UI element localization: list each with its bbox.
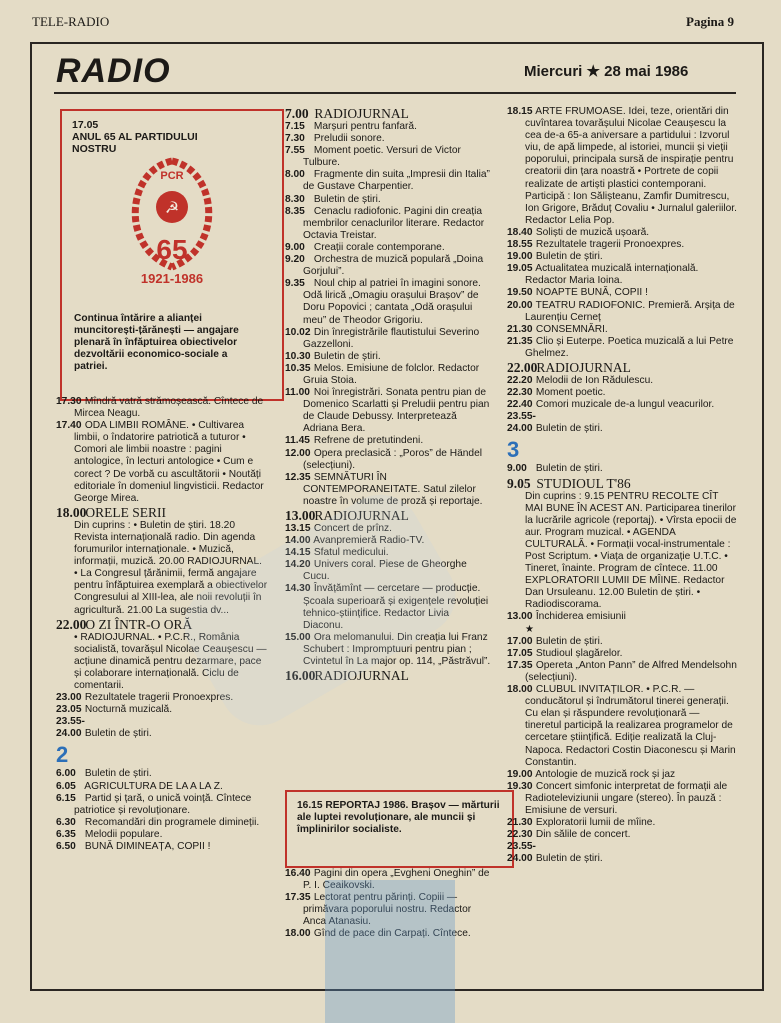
program-text: CONSEMNĂRI. [535, 323, 608, 335]
program-item [507, 375, 737, 387]
program-item [507, 324, 737, 336]
program-time: 17.00 [507, 635, 533, 647]
program-item [285, 351, 491, 363]
program-item [285, 106, 491, 121]
program-text: AGRICULTURA DE LA A LA Z. [84, 780, 223, 792]
program-item [507, 648, 737, 660]
program-time: 19.05 [507, 263, 533, 275]
program-time: 6.50 [56, 841, 76, 852]
program-item [507, 829, 737, 841]
program-text: Antologie de muzică rock și jaz [535, 768, 676, 780]
program-time: 10.30 [285, 350, 311, 362]
program-time: 22.00 [507, 359, 538, 375]
program-text: Concert de prînz. [313, 523, 392, 534]
program-text: Clio și Euterpe. Poetica muzicală a lui Petre Ghelmez. [525, 335, 734, 359]
program-text: Mîndră vatră strămoșească. Cîntece de Mircea Neagu. [74, 396, 264, 420]
program-time: 7.30 [285, 133, 305, 145]
program-time: 23.05 [56, 704, 82, 716]
program-text: ARTE FRUMOASE. Idei, teze, orientări din cuvîntarea tovarășului Nicolae Ceaușescu la cea de-a 65-a aniversare a partidului : Izvorul viu, de apă limpede, al istoriei, muncii și vieții poporului, principala sursă de inspirație pentru creatorii din țara noastră • Portrete de copii realizate de artiști plastici contemporani. Participă : Ion Sălișteanu, Zamfir Dumitrescu, Ion Grigore, Brăduț Covaliu • Jurnalul galeriilor. Redactor Lelia Pop. [525, 106, 737, 226]
program-item [507, 781, 737, 817]
program-time: 22.20 [507, 374, 533, 386]
program-item [507, 769, 737, 781]
program-item [56, 768, 268, 780]
program-time: 21.35 [507, 335, 533, 347]
program-item [56, 396, 268, 420]
program-item [507, 300, 737, 324]
program-time: 14.20 [285, 559, 311, 571]
program-time: 22.30 [507, 387, 533, 399]
program-time: 22.40 [507, 399, 533, 411]
program-text: Buletin de știri. [313, 193, 381, 205]
program-item [285, 194, 491, 206]
program-text: Melos. Emisiune de folclor. Redactor Gruia Stoia. [303, 362, 480, 386]
program-time: 17.30 [56, 396, 82, 407]
program-text: Lectorat pentru părinți. Copiii — primăvara poporului nostru. Redactor Anca Atanasiu. [303, 892, 472, 928]
program-text: ★ [525, 623, 535, 635]
program-text: Gînd de pace din Carpați. Cîntece. [313, 928, 471, 940]
program-time: 14.15 [285, 547, 311, 559]
program-time: 6.00 [56, 768, 76, 780]
program-text: Opera preclasică : „Poros” de Händel (selecțiuni). [303, 447, 483, 471]
program-time: 9.00 [507, 463, 527, 475]
program-time: 18.00 [285, 928, 311, 940]
background-blue-patch [325, 880, 455, 1023]
program-time: 18.00 [56, 504, 87, 520]
program-text: Buletin de știri. [535, 853, 603, 865]
program-text: Studioul șlagărelor. [535, 647, 623, 659]
program-time: 19.50 [507, 287, 533, 299]
program-text: Refrene de pretutindeni. [313, 435, 424, 447]
program-text: RADIOJURNAL [314, 508, 409, 523]
program-text: Buletin de știri. [535, 463, 603, 475]
program-time: 22.30 [507, 829, 533, 841]
program-text: Moment poetic. [535, 387, 606, 399]
program-time: 12.35 [285, 471, 311, 483]
program-text: • RADIOJURNAL. • P.C.R., România socialistă, tovarășul Nicolae Ceaușescu — acțiune dinamică pentru dezarmare, pace și colaborare internațională. Ciclu de comentarii. [74, 631, 267, 691]
svg-text:1921-1986: 1921-1986 [140, 271, 204, 286]
program-time: 14.00 [285, 535, 311, 547]
program-item [507, 624, 737, 636]
program-item [507, 106, 737, 227]
program-text: Marșuri pentru fanfară. [313, 121, 417, 132]
program-text: Cenaclu radiofonic. Pagini din creația membrilor cenaclurilor literare. Redactor Octavia Treistar. [303, 205, 485, 241]
program-text: Soliști de muzică ușoară. [535, 226, 650, 238]
program-text: Nocturnă muzicală. [84, 704, 173, 716]
program-text: Închiderea emisiunii [535, 611, 626, 623]
program-time: 14.30 [285, 583, 311, 595]
program-item [507, 817, 737, 829]
program-item [285, 254, 491, 278]
program-item [56, 817, 268, 829]
program-time: 6.30 [56, 816, 76, 828]
program-item [507, 287, 737, 299]
program-text: Melodii de Ion Rădulescu. [535, 374, 654, 386]
program-item [507, 491, 737, 612]
program-item [285, 133, 491, 145]
program-text: Creații corale contemporane. [313, 241, 445, 253]
program-text: Din cuprins : 9.15 PENTRU RECOLTE CÎT MAI BUNE ÎN ACEST AN. Participarea tinerilor la lucrările agricole (reportaj). • Vîrsta epocii de aur. Program muzical. • AGENDA CULTURALĂ. • Formații vocal-instrumentale : Post Scriptum. • Viața de organizație U.T.C. • Tineret, înainte. Program de cîntece. 11.00 EXPLORATORII LUMII DE MÎINE. Redactor Dan Ursuleanu. 12.00 Buletin de știri. • Radiodiscorama. [525, 490, 737, 611]
program-time: 7.00 [285, 106, 309, 121]
program-text: Ora melomanului. Din creația lui Franz Schubert : Impromptuuri pentru pian ; Cvintetul în La major op. 114, „Păstrăvul”. [303, 631, 491, 668]
program-item [56, 793, 268, 817]
program-item [285, 448, 491, 472]
program-text: Buletin de știri. [84, 768, 152, 780]
program-text: Noul chip al patriei în imagini sonore. Odă lirică „Omagiu orașului Brașov” de Doru Popovici ; cantata „Odă orașului meu” de Theodor Grigoriu. [303, 278, 481, 326]
program-text: Univers coral. Piese de Gheorghe Cucu. [303, 559, 467, 583]
program-text: SEMNĂTURI ÎN CONTEMPORANEITATE. Satul zilelor noastre în volume de proză și reportaje. [303, 471, 483, 507]
program-time: 21.30 [507, 323, 533, 335]
program-time: 7.55 [285, 145, 305, 157]
program-time: 19.00 [507, 768, 533, 780]
program-text: CLUBUL INVITAȚILOR. • P.C.R. — conducătorul și îndrumătorul tinerei generații. Cu elan și răspundere revoluționară — tineretul participă la realizarea programelor de cercetare științifică. Ediție realizată la Cluj-Napoca. Redactori Costin Diaconescu și Marin Constantin. [525, 684, 736, 768]
program-item [285, 242, 491, 254]
program-item [507, 239, 737, 251]
program-time: 9.00 [285, 241, 305, 253]
program-time: 18.15 [507, 106, 533, 117]
program-text: Învățămînt — cercetare — producție. Școala superioară și exigențele revoluției tehnico-științifice. Redactor Livia Diaconu. [303, 583, 489, 631]
program-time: 6.35 [56, 828, 76, 840]
program-time: 23.00 [56, 692, 82, 704]
program-text: Opereta „Anton Pann” de Alfred Mendelsohn (selecțiuni). [525, 659, 737, 683]
program-item [56, 505, 268, 520]
program-item [507, 684, 737, 769]
program-time: 9.05 [507, 475, 531, 491]
svg-text:PCR: PCR [160, 170, 184, 182]
program-text: RADIOJURNAL [536, 359, 631, 375]
program-item [285, 145, 491, 169]
program-time: 11.00 [285, 387, 310, 399]
program-text: NOAPTE BUNĂ, COPII ! [535, 287, 648, 299]
program-text: Exploratorii lumii de mîine. [535, 817, 656, 829]
program-text: Rezultatele tragerii Pronoexpres. [84, 692, 234, 704]
program-item [507, 263, 737, 287]
program-time: 16.00 [285, 668, 316, 684]
program-text: ODA LIMBII ROMÂNE. • Cultivarea limbii, o îndatorire patriotică a tuturor • Comori ale limbii noastre : pagini antologice, în lecturi antologice • Cum e corect ? De vorbă cu ascultătorii • Noutăți editoriale în domeniul lingvisticii. Redactor George Mirea. [74, 420, 264, 504]
program-time: 23.55-24.00 [507, 841, 536, 865]
program-item [507, 841, 737, 865]
program-time: 22.00 [56, 616, 87, 632]
program-item [507, 476, 737, 491]
program-item [285, 363, 491, 387]
program-time: 17.35 [285, 892, 311, 904]
program-time: 9.20 [285, 254, 305, 266]
program-text: RADIOJURNAL [314, 668, 409, 684]
program-time: 17.35 [507, 659, 533, 671]
program-text: Comori muzicale de-a lungul veacurilor. [535, 399, 715, 411]
program-time: 12.00 [285, 447, 311, 459]
program-item [56, 829, 268, 841]
program-text: Partid și țară, o unică voință. Cîntece patriotice și revoluționare. [74, 792, 252, 816]
report-text: REPORTAJ 1986. Brașov — mărturii ale luptei revoluționare, ale muncii și împlinirilor socialiste. [297, 800, 500, 835]
program-item [285, 169, 491, 193]
anniversary-slogan: Continua întărire a alianței muncitorești-țărănești — angajare plenară în înfăptuirea obiectivelor dezvoltării economico-sociale a patriei. [74, 313, 239, 372]
program-item [507, 387, 737, 399]
program-time: 7.15 [285, 121, 305, 132]
program-time: 8.30 [285, 193, 305, 205]
program-time: 17.05 [507, 647, 533, 659]
program-item [507, 399, 737, 411]
program-time: 20.00 [507, 299, 533, 311]
program-text: Orchestra de muzică populară „Doina Gorjului”. [303, 254, 484, 278]
program-time: 13.15 [285, 523, 311, 534]
program-text: Din cuprins : • Buletin de știri. 18.20 Revista internațională radio. Din agenda forumurilor internaționale. • Muzică, informații, muzică. 20.00 RADIOJURNAL. • La Congresul țărănimii, fermă angajare pentru înfăptuirea exemplară a obiectivelor Congresului al XIII-lea, ale noii revoluții în agricultură. 21.00 La sugestia dv... [74, 519, 268, 616]
program-item [285, 387, 491, 435]
program-item [507, 360, 737, 375]
program-time: 18.00 [507, 684, 533, 696]
program-time: 6.15 [56, 792, 76, 804]
program-text: Actualitatea muzicală internațională. Redactor Maria Ioina. [525, 263, 699, 287]
header-page-number: Pagina 9 [686, 14, 735, 29]
anniversary-panel [60, 109, 284, 401]
program-text: Noi înregistrări. Sonata pentru pian de Domenico Scarlatti și Preludii pentru pian de Claude Debussy. Interpretează Adriana Bera. [303, 387, 490, 435]
program-text: Fragmente din suita „Impresii din Italia” de Gustave Charpentier. [303, 169, 490, 193]
program-time: 8.00 [285, 169, 305, 181]
day-number: 3 [507, 437, 520, 463]
pcr-65-emblem [122, 149, 222, 291]
program-item [507, 251, 737, 263]
program-text: Buletin de știri. [535, 635, 603, 647]
program-time: 23.55-24.00 [56, 716, 85, 740]
program-text: Melodii populare. [84, 828, 163, 840]
svg-text:65: 65 [156, 234, 188, 265]
page-title: RADIO [56, 52, 171, 90]
program-item [507, 411, 737, 435]
program-item [285, 206, 491, 242]
program-text: Recomandări din programele dimineții. [84, 816, 260, 828]
program-text: Buletin de știri. [535, 423, 603, 435]
program-text: Din sălile de concert. [535, 829, 631, 841]
program-text: Sfatul medicului. [313, 547, 389, 559]
program-text: Buletin de știri. [313, 350, 381, 362]
program-time: 15.00 [285, 631, 311, 643]
program-time: 9.35 [285, 278, 305, 290]
day-number: 2 [56, 742, 69, 768]
program-time: 18.40 [507, 226, 533, 238]
program-time: 11.45 [285, 435, 310, 447]
program-time: 18.55 [507, 239, 533, 251]
program-item [56, 716, 268, 740]
program-item [507, 463, 737, 475]
program-time: 8.35 [285, 205, 305, 217]
program-item [285, 435, 491, 447]
program-text: ORELE SERII [85, 504, 166, 520]
anniversary-announcement: 17.05 ANUL 65 AL PARTIDULUI NOSTRU [72, 119, 198, 155]
program-time: 6.05 [56, 780, 76, 792]
report-box [285, 790, 514, 868]
program-text: Avanpremieră Radio-TV. [313, 535, 425, 547]
hammer-sickle-icon: ☭ [164, 198, 180, 217]
program-time: 19.00 [507, 251, 533, 263]
program-text: Din înregistrările flautistului Severino Gazzelloni. [303, 326, 480, 350]
program-item [507, 636, 737, 648]
program-time: 17.40 [56, 420, 82, 432]
title-rule [54, 92, 736, 94]
program-time: 19.30 [507, 780, 533, 792]
program-item [507, 660, 737, 684]
program-text: Moment poetic. Versuri de Victor Tulbure. [303, 145, 461, 169]
program-item [56, 420, 268, 505]
program-text: Buletin de știri. [84, 728, 152, 740]
program-time: 21.30 [507, 817, 533, 829]
program-text: Buletin de știri. [535, 251, 603, 263]
program-time: 23.55-24.00 [507, 411, 536, 435]
program-time: 13.00 [507, 611, 533, 623]
program-item [56, 841, 268, 853]
program-item [285, 278, 491, 326]
program-text: Rezultatele tragerii Pronoexpres. [535, 239, 685, 251]
program-item [56, 781, 268, 793]
report-time: 16.15 [297, 800, 323, 811]
program-text: RADIOJURNAL [314, 106, 409, 121]
program-text: Concert simfonic interpretat de formații ale Radioteleviziunii ungare (stereo). În pauză : Emisiune de versuri. [525, 780, 728, 816]
program-item [285, 121, 491, 133]
program-item [507, 611, 737, 623]
date-line: Miercuri ★ 28 mai 1986 [524, 63, 689, 80]
program-time: 13.00 [285, 508, 316, 523]
program-item [507, 227, 737, 239]
program-text: TEATRU RADIOFONIC. Premieră. Arșița de Laurențiu Cerneț [525, 299, 735, 323]
program-item [285, 327, 491, 351]
program-text: STUDIOUL T'86 [536, 475, 631, 491]
program-text: Pagini din opera „Evgheni Oneghin” de P. I. Ceaikovski. [303, 868, 490, 892]
column-3 [507, 106, 737, 865]
program-text: BUNĂ DIMINEAȚA, COPII ! [84, 841, 211, 852]
program-time: 16.40 [285, 868, 311, 879]
program-item [507, 336, 737, 360]
header-left: TELE-RADIO [32, 14, 110, 29]
program-time: 10.02 [285, 326, 311, 338]
program-text: Preludii sonore. [313, 133, 385, 145]
program-text: O ZI ÎNTR-O ORĂ [85, 616, 193, 632]
program-time: 10.35 [285, 362, 311, 374]
